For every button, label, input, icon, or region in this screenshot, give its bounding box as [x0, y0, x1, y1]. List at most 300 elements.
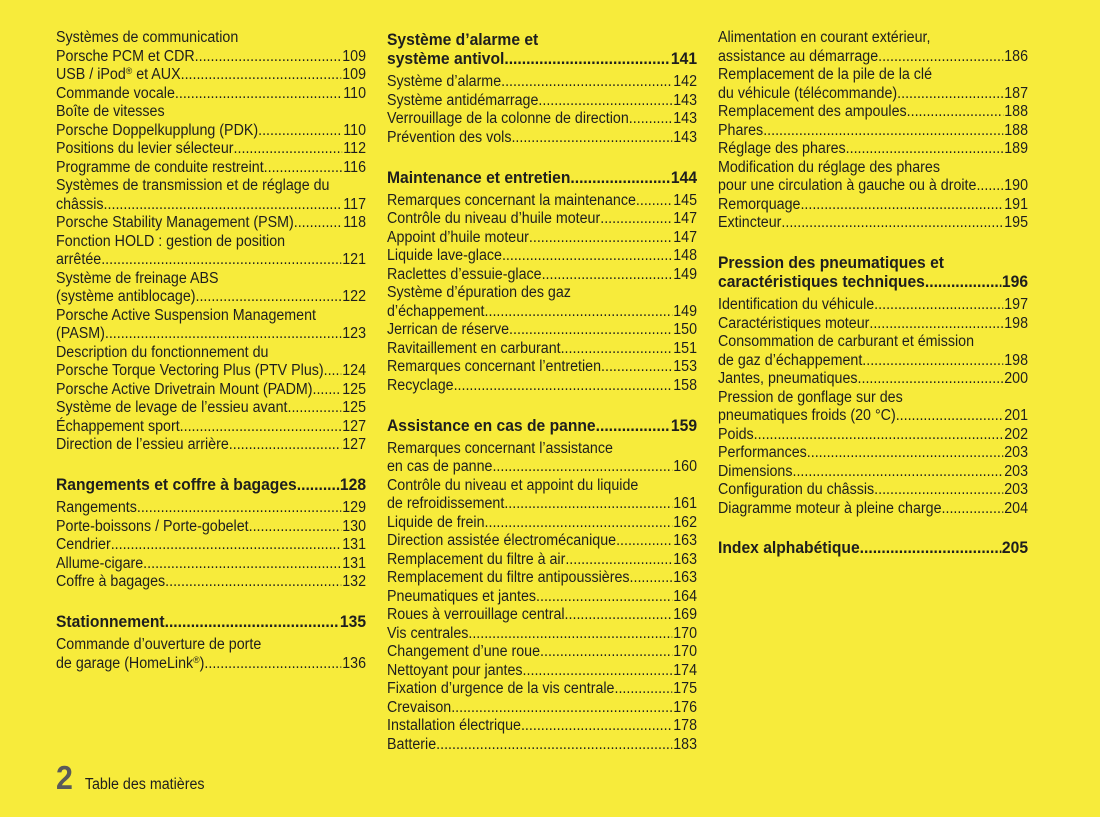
dot-leader — [287, 399, 341, 418]
toc-entry — [56, 325, 366, 344]
toc-heading-line — [718, 538, 1028, 557]
dot-leader — [143, 555, 341, 574]
toc-page-number: 127 — [342, 436, 367, 453]
toc-page-number: 129 — [342, 499, 367, 516]
toc-page-number: 183 — [673, 735, 698, 753]
dot-leader — [869, 315, 1003, 334]
dot-leader — [258, 122, 342, 141]
toc-entry — [387, 458, 697, 477]
toc-page-number: 112 — [343, 140, 367, 157]
toc-entry-line — [56, 307, 366, 326]
dot-leader — [529, 229, 672, 248]
dot-leader — [234, 140, 343, 159]
toc-page-number: 161 — [673, 495, 698, 513]
dot-leader — [485, 514, 673, 533]
toc-entry — [718, 463, 1028, 482]
toc-page-number: 144 — [670, 167, 698, 187]
dot-leader — [165, 573, 341, 592]
toc-entry-label: Direction de l’essieu arrière — [56, 436, 229, 453]
toc-page-number: 110 — [343, 121, 367, 139]
toc-page-number: 132 — [342, 573, 367, 590]
toc-entry-label: Caractéristiques moteur — [718, 314, 870, 332]
toc-entry — [718, 140, 1028, 159]
toc-entry-label: Crevaison — [387, 698, 452, 716]
toc-entry — [56, 418, 366, 437]
toc-section-heading — [718, 253, 1028, 291]
toc-entry — [387, 247, 697, 266]
toc-page-number: 143 — [673, 91, 698, 109]
toc-page-number: 109 — [342, 47, 367, 65]
toc-entry — [718, 85, 1028, 104]
page-number: 2 — [56, 759, 73, 796]
toc-entry — [387, 340, 697, 359]
toc-heading-line — [387, 30, 697, 49]
toc-entry-line — [718, 66, 1028, 85]
toc-entry-line — [56, 233, 366, 252]
dot-leader — [807, 444, 1004, 463]
dot-leader — [862, 352, 1003, 371]
toc-entry-label: Dimensions — [718, 462, 793, 480]
dot-leader — [297, 475, 339, 494]
toc-entry — [387, 321, 697, 340]
toc-heading-label: Stationnement — [56, 611, 165, 631]
toc-entry-line — [387, 440, 697, 459]
toc-page-number: 200 — [1004, 370, 1029, 387]
toc-section-heading — [56, 612, 366, 631]
toc-entry — [387, 73, 697, 92]
toc-entry — [387, 210, 697, 229]
toc-entry-label: châssis — [56, 195, 104, 213]
toc-page-number: 160 — [673, 458, 698, 476]
toc-entry-line — [718, 159, 1028, 178]
toc-entry — [718, 352, 1028, 371]
toc-page-number: 131 — [342, 554, 367, 572]
dot-leader — [630, 569, 673, 588]
toc-entry-label: Diagramme moteur à pleine charge — [718, 499, 942, 517]
toc-entry — [56, 122, 366, 141]
toc-entry-label: Consommation de carburant et émission — [718, 333, 975, 350]
toc-page-number: 195 — [1004, 214, 1029, 231]
toc-entry-label: Porsche Doppelkupplung (PDK) — [56, 121, 259, 139]
toc-page-number: 123 — [342, 325, 367, 342]
toc-page-number: 159 — [670, 415, 698, 435]
toc-entry — [56, 85, 366, 104]
toc-entry — [387, 736, 697, 755]
toc-entry — [718, 444, 1028, 463]
toc-entry — [387, 569, 697, 588]
dot-leader — [636, 192, 672, 211]
running-title: Table des matières — [84, 776, 205, 793]
toc-page-number: 186 — [1004, 47, 1029, 65]
toc-entry — [387, 229, 697, 248]
toc-entry-label: Modification du réglage des phares — [718, 158, 940, 176]
toc-entry-label: (PASM) — [56, 325, 105, 342]
toc-entry-label: Phares — [718, 121, 764, 139]
toc-entry-label: Système d’alarme — [387, 73, 502, 91]
toc-page-number: 117 — [343, 195, 367, 213]
toc-entry — [387, 662, 697, 681]
toc-entry — [56, 499, 366, 518]
toc-entry-label: Nettoyant pour jantes — [387, 661, 523, 679]
toc-entry-label: Commande d’ouverture de porte — [56, 636, 262, 653]
toc-entry — [387, 377, 697, 396]
dot-leader — [229, 436, 342, 455]
toc-entry-label: Système de freinage ABS — [56, 269, 219, 287]
toc-entry — [56, 399, 366, 418]
toc-entry — [56, 536, 366, 555]
toc-page-number: 170 — [673, 643, 698, 661]
toc-section-heading — [387, 30, 697, 68]
toc-entry — [56, 655, 366, 674]
toc-page-number: 143 — [673, 110, 698, 128]
toc-entry-label: Vis centrales — [387, 624, 469, 642]
toc-entry-label: Remorquage — [718, 195, 801, 213]
toc-entry — [387, 625, 697, 644]
dot-leader — [800, 196, 1003, 215]
toc-entry-label: Fonction HOLD : gestion de position — [56, 232, 286, 250]
toc-entry-label: Porte-boissons / Porte-gobelet — [56, 517, 249, 535]
dot-leader — [858, 370, 1004, 389]
toc-entry-label: Pneumatiques et jantes — [387, 587, 537, 605]
dot-leader — [907, 103, 1004, 122]
toc-page-number: 147 — [673, 210, 698, 228]
dot-leader — [629, 110, 673, 129]
toc-entry — [387, 129, 697, 148]
dot-leader — [570, 168, 670, 187]
toc-entry-line — [718, 29, 1028, 48]
toc-entry — [387, 514, 697, 533]
toc-heading-label: Index alphabétique — [718, 538, 860, 558]
toc-entry-label: Échappement sport — [56, 417, 180, 435]
dot-leader — [436, 736, 672, 755]
toc-entry — [718, 315, 1028, 334]
toc-entry — [56, 140, 366, 159]
toc-entry — [56, 159, 366, 178]
dot-leader — [565, 551, 672, 570]
toc-heading-label: Pression des pneumatiques et — [718, 252, 944, 272]
dot-leader — [104, 196, 343, 215]
toc-page-number: 188 — [1004, 121, 1029, 139]
toc-entry — [387, 358, 697, 377]
dot-leader — [614, 680, 672, 699]
toc-entry-label: Roues à verrouillage central — [387, 606, 565, 624]
toc-entry — [387, 266, 697, 285]
toc-page-number: 122 — [342, 288, 367, 305]
toc-entry-label: Système d’épuration des gaz — [387, 284, 571, 302]
toc-page-number: 143 — [673, 128, 698, 146]
toc-entry-label: de refroidissement — [387, 495, 505, 513]
dot-leader — [504, 49, 670, 68]
toc-entry — [56, 573, 366, 592]
toc-page-number: 116 — [343, 158, 367, 176]
toc-page-number: 130 — [342, 517, 367, 535]
dot-leader — [874, 481, 1003, 500]
dot-leader — [896, 407, 1004, 426]
dot-leader — [485, 303, 673, 322]
dot-leader — [101, 251, 341, 270]
toc-page-number: 141 — [670, 49, 698, 68]
toc-page-number: 125 — [342, 380, 367, 398]
dot-leader — [165, 612, 339, 631]
toc-entry-label: d’échappement — [387, 302, 485, 320]
toc-page-number: 151 — [673, 339, 698, 357]
toc-entry — [718, 48, 1028, 67]
toc-heading-label: caractéristiques techniques — [718, 271, 925, 291]
toc-entry — [387, 110, 697, 129]
toc-entry-label: Contrôle du niveau d’huile moteur — [387, 210, 601, 228]
dot-leader — [793, 463, 1004, 482]
toc-page-number: 162 — [673, 513, 698, 531]
dot-leader — [504, 495, 672, 514]
toc-page-number: 204 — [1004, 499, 1029, 517]
dot-leader — [501, 73, 672, 92]
toc-entry — [387, 643, 697, 662]
toc-entry-label: pneumatiques froids (20 °C) — [718, 407, 896, 424]
toc-entry-label: Identification du véhicule — [718, 296, 875, 313]
toc-section-heading — [387, 168, 697, 187]
dot-leader — [601, 358, 672, 377]
toc-entry — [387, 92, 697, 111]
toc-entry — [56, 48, 366, 67]
toc-entry — [387, 717, 697, 736]
toc-entry-line — [718, 333, 1028, 352]
toc-heading-label: Rangements et coffre à bagages — [56, 474, 297, 494]
toc-section-heading — [718, 538, 1028, 557]
toc-page-number: 153 — [673, 358, 698, 376]
toc-entry — [56, 436, 366, 455]
dot-leader — [925, 272, 1001, 291]
toc-entry — [56, 288, 366, 307]
toc-entry — [718, 500, 1028, 519]
toc-entry — [387, 303, 697, 322]
toc-page-number: 178 — [673, 717, 698, 735]
toc-page-number: 187 — [1004, 84, 1029, 102]
page-footer — [56, 760, 205, 796]
toc-entry-label: Systèmes de transmission et de réglage du — [56, 177, 330, 194]
dot-leader — [502, 247, 672, 266]
dot-leader — [509, 321, 672, 340]
dot-leader — [878, 48, 1003, 67]
toc-heading-line — [718, 253, 1028, 272]
toc-entry-label: Commande vocale — [56, 84, 175, 102]
toc-entry-label: Direction assistée électromécanique — [387, 532, 617, 550]
toc-entry — [387, 606, 697, 625]
toc-entry — [387, 192, 697, 211]
toc-entry-label: Porsche Active Suspension Management — [56, 306, 317, 324]
toc-entry-label: Installation électrique — [387, 717, 521, 735]
toc-section-heading — [387, 416, 697, 435]
toc-page-number: 176 — [673, 698, 698, 716]
dot-leader — [181, 66, 342, 85]
toc-entry-label: Jerrican de réserve — [387, 321, 510, 339]
toc-entry-label: Coffre à bagages — [56, 573, 166, 590]
toc-entry — [56, 214, 366, 233]
toc-heading-line — [387, 49, 697, 68]
toc-entry-label: Configuration du châssis — [718, 481, 875, 498]
toc-entry — [718, 296, 1028, 315]
toc-entry — [56, 251, 366, 270]
toc-column-3 — [718, 29, 1028, 563]
toc-entry-label: Rangements — [56, 499, 137, 516]
toc-entry-label: Remarques concernant la maintenance — [387, 191, 636, 209]
toc-entry-label: arrêtée — [56, 251, 102, 268]
dot-leader — [492, 458, 672, 477]
toc-entry — [387, 495, 697, 514]
toc-page-number: 125 — [342, 399, 367, 416]
dot-leader — [180, 418, 342, 437]
toc-page-number: 135 — [339, 611, 367, 631]
dot-leader — [511, 129, 672, 148]
toc-page-number: 149 — [673, 302, 698, 320]
toc-entry-label: de garage (HomeLink®) — [56, 654, 205, 672]
toc-page-number: 174 — [673, 661, 698, 679]
toc-entry — [387, 680, 697, 699]
toc-page-number: 148 — [673, 247, 698, 265]
toc-entry-label: Remplacement du filtre antipoussières — [387, 569, 630, 587]
dot-leader — [536, 588, 672, 607]
toc-heading-label: système antivol — [387, 49, 505, 68]
toc-entry-label: Allume-cigare — [56, 554, 144, 572]
toc-entry-line — [387, 477, 697, 496]
toc-heading-line — [718, 272, 1028, 291]
dot-leader — [616, 532, 672, 551]
dot-leader — [468, 625, 672, 644]
toc-entry-label: Batterie — [387, 735, 437, 753]
dot-leader — [204, 655, 341, 674]
registered-mark: ® — [125, 66, 133, 78]
toc-page-number: 197 — [1004, 296, 1029, 313]
toc-entry — [387, 551, 697, 570]
toc-heading-line — [56, 612, 366, 631]
toc-entry-label: Positions du levier sélecteur — [56, 140, 234, 157]
toc-page-number: 163 — [673, 532, 698, 550]
toc-page-number: 201 — [1004, 407, 1029, 424]
toc-page-number: 203 — [1004, 481, 1029, 498]
toc-entry-line — [56, 344, 366, 363]
dot-leader — [846, 140, 1004, 159]
toc-page-number: 164 — [673, 587, 698, 605]
toc-entry — [56, 555, 366, 574]
toc-entry-label: assistance au démarrage — [718, 47, 879, 65]
toc-page-number: 158 — [673, 376, 698, 394]
dot-leader — [312, 381, 341, 400]
toc-page-number: 175 — [673, 680, 698, 698]
toc-entry-label: (système antiblocage) — [56, 288, 196, 305]
toc-entry-label: USB / iPod® et AUX — [56, 66, 181, 83]
toc-entry-label: Porsche Stability Management (PSM) — [56, 214, 294, 231]
toc-entry-label: Remplacement du filtre à air — [387, 550, 566, 568]
toc-page-number: 110 — [343, 84, 367, 102]
toc-entry-line — [56, 29, 366, 48]
toc-entry-label: Performances — [718, 444, 807, 461]
toc-page-number: 198 — [1004, 351, 1029, 369]
dot-leader — [860, 538, 1001, 557]
toc-entry-label: Pression de gonflage sur des — [718, 388, 903, 406]
toc-entry-label: Remarques concernant l’assistance — [387, 439, 613, 457]
toc-entry-label: du véhicule (télécommande) — [718, 84, 898, 102]
toc-entry — [718, 370, 1028, 389]
toc-entry-line — [56, 270, 366, 289]
toc-page-number: 189 — [1004, 140, 1029, 157]
toc-entry-label: Cendrier — [56, 536, 111, 553]
toc-heading-label: Système d’alarme et — [387, 30, 539, 49]
toc-entry-line — [56, 636, 366, 655]
toc-page-number: 163 — [673, 569, 698, 587]
toc-entry — [718, 122, 1028, 141]
toc-entry-label: Extincteur — [718, 214, 782, 231]
dot-leader — [763, 122, 1003, 141]
toc-page-number: 163 — [673, 550, 698, 568]
toc-entry-label: Système antidémarrage — [387, 91, 539, 109]
toc-page-number: 147 — [673, 228, 698, 246]
toc-entry-line — [56, 103, 366, 122]
toc-heading-line — [387, 168, 697, 187]
toc-section-heading — [56, 475, 366, 494]
toc-entry — [718, 426, 1028, 445]
toc-page-number: 142 — [673, 73, 698, 91]
toc-entry — [56, 66, 366, 85]
toc-page-number: 131 — [342, 536, 367, 553]
toc-entry-label: pour une circulation à gauche ou à droite — [718, 177, 977, 194]
toc-entry — [718, 196, 1028, 215]
toc-page-number: 150 — [673, 321, 698, 339]
toc-page-number: 196 — [1001, 271, 1029, 291]
toc-page-number: 127 — [342, 417, 367, 435]
toc-entry-label: Remplacement des ampoules — [718, 103, 907, 120]
dot-leader — [111, 536, 342, 555]
toc-entry-line — [718, 389, 1028, 408]
toc-page-number: 203 — [1004, 462, 1029, 480]
toc-entry-label: en cas de panne — [387, 458, 493, 476]
toc-entry — [56, 362, 366, 381]
dot-leader — [538, 92, 672, 111]
toc-page-number: 190 — [1004, 177, 1029, 194]
dot-leader — [521, 717, 672, 736]
toc-entry-label: Contrôle du niveau et appoint du liquide — [387, 476, 639, 494]
toc-column-1 — [56, 29, 366, 673]
toc-page-number: 128 — [339, 474, 367, 494]
toc-page-number: 124 — [342, 362, 367, 379]
dot-leader — [249, 518, 342, 537]
toc-page-number: 149 — [673, 265, 698, 283]
toc-entry-label: Verrouillage de la colonne de direction — [387, 110, 629, 128]
toc-page-number: 169 — [673, 606, 698, 624]
toc-entry — [56, 381, 366, 400]
toc-entry — [387, 588, 697, 607]
dot-leader — [451, 699, 672, 718]
dot-leader — [195, 48, 342, 67]
toc-entry-label: Liquide de frein — [387, 513, 485, 531]
toc-entry — [718, 407, 1028, 426]
toc-heading-line — [387, 416, 697, 435]
toc-entry-line — [56, 177, 366, 196]
dot-leader — [540, 643, 672, 662]
dot-leader — [137, 499, 341, 518]
toc-entry-label: Changement d’une roue — [387, 643, 541, 661]
dot-leader — [294, 214, 343, 233]
toc-page-number: 109 — [342, 66, 367, 83]
toc-entry-label: Programme de conduite restreint — [56, 158, 264, 176]
toc-entry-label: Poids — [718, 425, 754, 443]
toc-entry — [387, 532, 697, 551]
toc-entry-label: Description du fonctionnement du — [56, 343, 269, 361]
toc-entry — [718, 481, 1028, 500]
toc-heading-line — [56, 475, 366, 494]
dot-leader — [781, 214, 1003, 233]
dot-leader — [596, 416, 670, 435]
dot-leader — [264, 159, 343, 178]
toc-page-number: 145 — [673, 191, 698, 209]
